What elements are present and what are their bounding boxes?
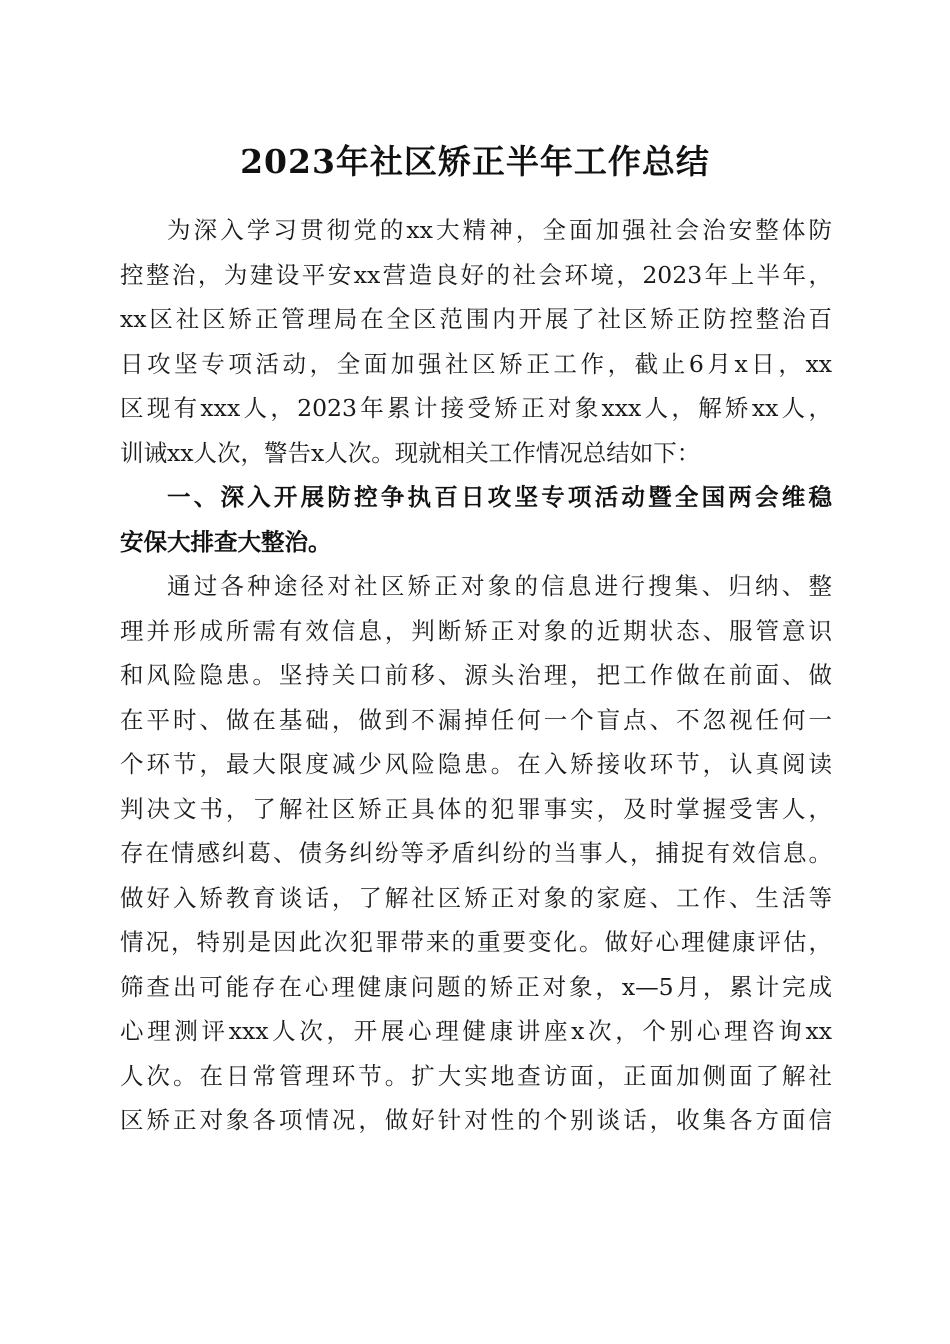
text-line: 控整治，为建设平安xx营造良好的社会环境，2023年上半年， xyxy=(120,260,832,289)
section-heading-1 xyxy=(120,475,832,564)
document-title: 2023年社区矫正半年工作总结 xyxy=(240,142,710,181)
text-line: 存在情感纠葛、债务纠纷等矛盾纠纷的当事人，捕捉有效信息。 xyxy=(120,839,832,867)
paragraph-section-1 xyxy=(120,564,832,1143)
text-line: 个环节，最大限度减少风险隐患。在入矫接收环节，认真阅读 xyxy=(120,750,832,778)
heading-line: 安保大排查大整治。 xyxy=(120,527,332,556)
text-line: 理并形成所需有效信息，判断矫正对象的近期状态、服管意识 xyxy=(120,616,832,645)
text-line: 日攻坚专项活动，全面加强社区矫正工作，截止6月x日，xx xyxy=(120,349,832,378)
heading-line: 一、深入开展防控争执百日攻坚专项活动暨全国两会维稳 xyxy=(167,483,832,511)
paragraph-intro xyxy=(120,208,832,475)
text-line: xx区社区矫正管理局在全区范围内开展了社区矫正防控整治百 xyxy=(120,305,832,333)
text-line: 筛查出可能存在心理健康问题的矫正对象，x—5月，累计完成 xyxy=(120,972,832,1001)
text-line: 训诫xx人次，警告x人次。现就相关工作情况总结如下： xyxy=(120,438,701,467)
text-line: 区现有xxx人，2023年累计接受矫正对象xxx人，解矫xx人， xyxy=(120,394,832,422)
text-line: 心理测评xxx人次，开展心理健康讲座x次，个别心理咨询xx xyxy=(120,1017,832,1045)
text-line: 情况，特别是因此次犯罪带来的重要变化。做好心理健康评估， xyxy=(120,928,832,956)
text-line: 人次。在日常管理环节。扩大实地查访面，正面加侧面了解社 xyxy=(120,1061,832,1090)
text-line: 判决文书，了解社区矫正具体的犯罪事实，及时掌握受害人， xyxy=(120,794,832,823)
text-line: 为深入学习贯彻党的xx大精神，全面加强社会治安整体防 xyxy=(167,216,832,244)
text-line: 和风险隐患。坚持关口前移、源头治理，把工作做在前面、做 xyxy=(120,661,832,689)
document-body xyxy=(120,208,832,1143)
text-line: 做好入矫教育谈话，了解社区矫正对象的家庭、工作、生活等 xyxy=(120,883,832,912)
text-line: 区矫正对象各项情况，做好针对性的个别谈话，收集各方面信 xyxy=(120,1106,832,1134)
text-line: 在平时、做在基础，做到不漏掉任何一个盲点、不忽视任何一 xyxy=(120,705,832,734)
text-line: 通过各种途径对社区矫正对象的信息进行搜集、归纳、整 xyxy=(167,572,832,600)
